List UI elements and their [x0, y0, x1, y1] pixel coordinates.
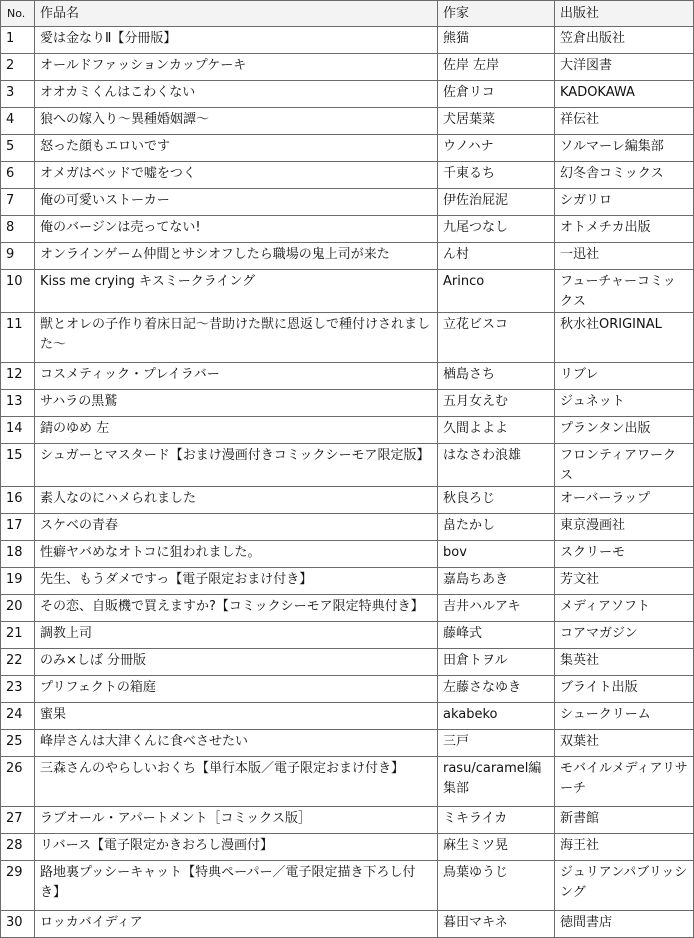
cell-publisher: 祥伝社	[555, 108, 694, 135]
cell-title: 性癖ヤバめなオトコに狙われました。	[35, 541, 438, 568]
cell-no: 23	[1, 676, 35, 703]
table-row	[1, 911, 694, 938]
cell-no: 17	[1, 514, 35, 541]
cell-title: のみ×しば 分冊版	[35, 649, 438, 676]
cell-title: オオカミくんはこわくない	[35, 81, 438, 108]
cell-publisher: ブライト出版	[555, 676, 694, 703]
table-row	[1, 270, 694, 313]
cell-author: 熊猫	[438, 27, 555, 54]
cell-publisher: フューチャーコミックス	[555, 270, 694, 313]
table-row	[1, 703, 694, 730]
table-row	[1, 514, 694, 541]
cell-publisher: プランタン出版	[555, 417, 694, 444]
cell-publisher: ソルマーレ編集部	[555, 135, 694, 162]
table-row	[1, 81, 694, 108]
cell-title: その恋、自販機で買えますか?【コミックシーモア限定特典付き】	[35, 595, 438, 622]
table-row	[1, 730, 694, 757]
cell-title: シュガーとマスタード【おまけ漫画付きコミックシーモア限定版】	[35, 444, 438, 487]
cell-author: 麻生ミツ晃	[438, 834, 555, 861]
table-row	[1, 216, 694, 243]
cell-publisher: 集英社	[555, 649, 694, 676]
table-row	[1, 487, 694, 514]
cell-title: 素人なのにハメられました	[35, 487, 438, 514]
cell-author: 犬居葉菜	[438, 108, 555, 135]
cell-publisher: モバイルメディアリサーチ	[555, 757, 694, 807]
table-row	[1, 108, 694, 135]
table-row	[1, 417, 694, 444]
cell-publisher: 海王社	[555, 834, 694, 861]
header-no: No.	[1, 1, 35, 27]
table-row	[1, 135, 694, 162]
cell-author: 伊佐治屁泥	[438, 189, 555, 216]
cell-title: 俺の可愛いストーカー	[35, 189, 438, 216]
cell-no: 4	[1, 108, 35, 135]
cell-title: サハラの黒鷲	[35, 390, 438, 417]
cell-author: 秋良ろじ	[438, 487, 555, 514]
cell-author: 嘉島ちあき	[438, 568, 555, 595]
cell-publisher: 大洋図書	[555, 54, 694, 81]
cell-title: 愛は金なりⅡ【分冊版】	[35, 27, 438, 54]
table-header-row	[1, 1, 694, 27]
cell-title: 先生、もうダメですっ【電子限定おまけ付き】	[35, 568, 438, 595]
header-title: 作品名	[35, 1, 438, 27]
cell-publisher: オトメチカ出版	[555, 216, 694, 243]
cell-no: 14	[1, 417, 35, 444]
cell-author: はなさわ浪雄	[438, 444, 555, 487]
cell-publisher: 徳間書店	[555, 911, 694, 938]
table-row	[1, 313, 694, 363]
table-row	[1, 676, 694, 703]
cell-author: 左藤さなゆき	[438, 676, 555, 703]
table-row	[1, 189, 694, 216]
cell-no: 9	[1, 243, 35, 270]
cell-title: プリフェクトの箱庭	[35, 676, 438, 703]
cell-author: 千東るち	[438, 162, 555, 189]
table-row	[1, 622, 694, 649]
cell-no: 16	[1, 487, 35, 514]
cell-no: 26	[1, 757, 35, 807]
table-row	[1, 243, 694, 270]
cell-publisher: 幻冬舎コミックス	[555, 162, 694, 189]
cell-title: コスメティック・プレイラバー	[35, 363, 438, 390]
table-row	[1, 54, 694, 81]
cell-title: 調教上司	[35, 622, 438, 649]
cell-publisher: 双葉社	[555, 730, 694, 757]
cell-no: 19	[1, 568, 35, 595]
cell-no: 29	[1, 861, 35, 911]
cell-title: オールドファッションカップケーキ	[35, 54, 438, 81]
table-row	[1, 757, 694, 807]
cell-title: 三森さんのやらしいおくち【単行本版／電子限定おまけ付き】	[35, 757, 438, 807]
cell-publisher: 新書館	[555, 807, 694, 834]
cell-title: 怒った顔もエロいです	[35, 135, 438, 162]
cell-author: 吉井ハルアキ	[438, 595, 555, 622]
cell-publisher: ジュネット	[555, 390, 694, 417]
cell-author: 藤峰式	[438, 622, 555, 649]
cell-title: Kiss me crying キスミークライング	[35, 270, 438, 313]
table-row	[1, 363, 694, 390]
table-row	[1, 834, 694, 861]
cell-no: 3	[1, 81, 35, 108]
cell-publisher: 笠倉出版社	[555, 27, 694, 54]
cell-author: 五月女えむ	[438, 390, 555, 417]
cell-no: 28	[1, 834, 35, 861]
table-row	[1, 861, 694, 911]
cell-author: Arinco	[438, 270, 555, 313]
cell-no: 11	[1, 313, 35, 363]
cell-author: bov	[438, 541, 555, 568]
cell-title: オンラインゲーム仲間とサシオフしたら職場の鬼上司が来た	[35, 243, 438, 270]
cell-author: 久間よよよ	[438, 417, 555, 444]
cell-title: 路地裏プッシーキャット【特典ペーパー／電子限定描き下ろし付き】	[35, 861, 438, 911]
cell-publisher: メディアソフト	[555, 595, 694, 622]
cell-publisher: シガリロ	[555, 189, 694, 216]
cell-no: 25	[1, 730, 35, 757]
cell-author: rasu/caramel編集部	[438, 757, 555, 807]
table-row	[1, 649, 694, 676]
table-row	[1, 568, 694, 595]
cell-title: 峰岸さんは大津くんに食べさせたい	[35, 730, 438, 757]
table-row	[1, 390, 694, 417]
cell-publisher: リブレ	[555, 363, 694, 390]
cell-publisher: ジュリアンパブリッシング	[555, 861, 694, 911]
cell-no: 8	[1, 216, 35, 243]
cell-publisher: 芳文社	[555, 568, 694, 595]
cell-author: 田倉トヲル	[438, 649, 555, 676]
cell-title: ラブオール・アパートメント［コミックス版］	[35, 807, 438, 834]
cell-title: 狼への嫁入り～異種婚姻譚～	[35, 108, 438, 135]
header-publisher: 出版社	[555, 1, 694, 27]
cell-author: 三戸	[438, 730, 555, 757]
cell-title: 蜜果	[35, 703, 438, 730]
cell-title: 俺のバージンは売ってない!	[35, 216, 438, 243]
cell-author: 暮田マキネ	[438, 911, 555, 938]
cell-no: 27	[1, 807, 35, 834]
cell-publisher: シュークリーム	[555, 703, 694, 730]
table-row	[1, 807, 694, 834]
cell-title: 錆のゆめ 左	[35, 417, 438, 444]
cell-no: 12	[1, 363, 35, 390]
cell-author: ウノハナ	[438, 135, 555, 162]
cell-no: 5	[1, 135, 35, 162]
table-row	[1, 541, 694, 568]
cell-publisher: 東京漫画社	[555, 514, 694, 541]
cell-no: 24	[1, 703, 35, 730]
cell-title: リバース【電子限定かきおろし漫画付】	[35, 834, 438, 861]
cell-no: 30	[1, 911, 35, 938]
cell-publisher: 一迅社	[555, 243, 694, 270]
cell-no: 1	[1, 27, 35, 54]
cell-no: 7	[1, 189, 35, 216]
table-row	[1, 595, 694, 622]
cell-no: 20	[1, 595, 35, 622]
cell-author: 鳥葉ゆうじ	[438, 861, 555, 911]
cell-no: 2	[1, 54, 35, 81]
cell-title: スケベの青春	[35, 514, 438, 541]
cell-no: 6	[1, 162, 35, 189]
cell-author: 畠たかし	[438, 514, 555, 541]
cell-author: 佐岸 左岸	[438, 54, 555, 81]
cell-no: 15	[1, 444, 35, 487]
cell-title: ロッカバイディア	[35, 911, 438, 938]
cell-no: 18	[1, 541, 35, 568]
cell-author: 楢島さち	[438, 363, 555, 390]
cell-publisher: 秋水社ORIGINAL	[555, 313, 694, 363]
cell-title: 獣とオレの子作り着床日記～昔助けた獣に恩返しで種付けされました～	[35, 313, 438, 363]
table-row	[1, 27, 694, 54]
table-row	[1, 444, 694, 487]
cell-publisher: コアマガジン	[555, 622, 694, 649]
cell-no: 21	[1, 622, 35, 649]
header-author: 作家	[438, 1, 555, 27]
table-row	[1, 162, 694, 189]
cell-author: ん村	[438, 243, 555, 270]
cell-author: ミキライカ	[438, 807, 555, 834]
cell-publisher: スクリーモ	[555, 541, 694, 568]
cell-no: 22	[1, 649, 35, 676]
cell-title: オメガはベッドで嘘をつく	[35, 162, 438, 189]
cell-author: akabeko	[438, 703, 555, 730]
cell-author: 九尾つなし	[438, 216, 555, 243]
cell-publisher: KADOKAWA	[555, 81, 694, 108]
cell-author: 立花ビスコ	[438, 313, 555, 363]
cell-author: 佐倉リコ	[438, 81, 555, 108]
cell-no: 13	[1, 390, 35, 417]
cell-no: 10	[1, 270, 35, 313]
cell-publisher: フロンティアワークス	[555, 444, 694, 487]
cell-publisher: オーバーラップ	[555, 487, 694, 514]
